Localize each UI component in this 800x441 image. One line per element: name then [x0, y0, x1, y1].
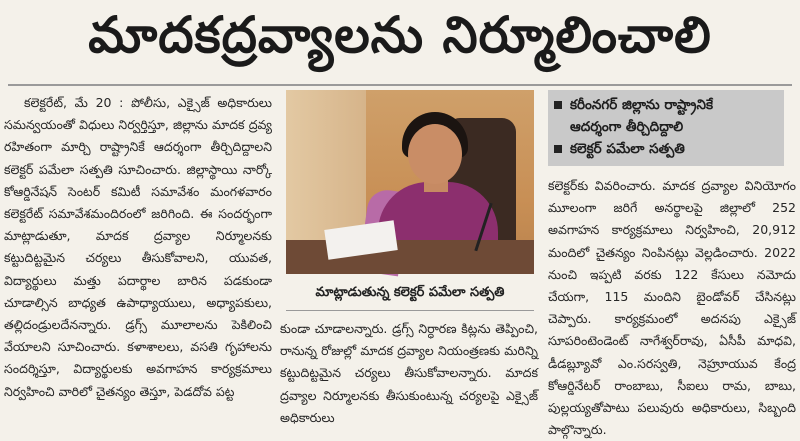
headline: మాదకద్రవ్యాలను నిర్మూలించాలి [88, 5, 712, 64]
collector-photo [286, 90, 534, 274]
article-column-2: కుండా చూడాలన్నారు. డ్రగ్స్ నిర్ధారణ కిట్లను తెప్పించి, రానున్న రోజుల్లో మాదక ద్రవ్యాల నియంత్రణకు మరిన్ని కట్టుదిట్టమైన చర్యలు తీసుకోవాలన్నారు. మాదక ద్రవ్యాల నిర్మూలనకు తీసుకుంటున్న చర్యలపై ఎక్సైజ్ అధికారులు [280, 321, 538, 425]
highlight-line-3 [554, 138, 778, 160]
highlight-text-1: కరీంనగర్ జిల్లాను రాష్ట్రానికే [570, 97, 713, 113]
highlight-line-2 [554, 116, 778, 138]
article-column-1: కలెక్టరేట్, మే 20 : పోలీసు, ఎక్సైజ్ అధికారులు సమన్వయంతో విధులు నిర్వర్తిస్తూ, జిల్లాను మాదక ద్రవ్య రహితంగా మార్చి రాష్ట్రానికే ఆదర్శంగా తీర్చిదిద్దాలని కలెక్టర్ పమేలా సత్పతి సూచించారు. జిల్లాస్థాయి నార్కో కోఆర్డినేషన్ సెంటర్ కమిటీ సమావేశం మంగళవారం కలెక్టరేట్ సమావేశమందిరంలో జరిగింది. ఈ సందర్భంగా మాట్లాడుతూ, మాదక ద్రవ్యాల నిర్మూలనకు కట్టుదిట్టమైన చర్యలు తీసుకోవాలని, యువత, విద్యార్థులు మత్తు పదార్థాల బారిన పడకుండా చూడాల్సిన బాధ్యత ఉపాధ్యాయులు, అధ్యాపకులు, తల్లిదండ్రులదేనన్నారు. డ్రగ్స్ మూలాలను పెకిలించి వేయాలని సూచించారు. కళాశాలలు, వసతి గృహాలను సందర్శిస్తూ, విద్యార్థులకు అవగాహన కార్యక్రమాలు నిర్వహించి వారిలో చైతన్యం తెస్తూ, పెడదోవ పట్ట [4, 95, 272, 399]
highlight-box [548, 90, 784, 166]
photo-desk [286, 240, 534, 274]
highlight-text-3: కలెక్టర్ పమేలా సత్పతి [570, 141, 685, 157]
article-column-3: కలెక్టర్‌కు వివరించారు. మాదక ద్రవ్యాల వినియోగం మూలంగా జరిగే అనర్థాలపై జిల్లాలో 252 అవగాహన కార్యక్రమాలు నిర్వహించి, 20,912 మందిలో చైతన్యం నింపినట్లు వెల్లడించారు. 2022 నుంచి ఇప్పటి వరకు 122 కేసులు నమోదు చేయగా, 115 మందిని బైండోవర్ చేసినట్లు చెప్పారు. కార్యక్రమంలో అదనపు ఎక్సైజ్ సూపరింటెండెంట్ నాగేశ్వర్‌రావు, ఏసీపీ మాధవి, డీడబ్ల్యూవో ఎం.సరస్వతి, నెహ్రూయువ కేంద్ర కోఆర్డినేటర్ రాంబాబు, సీఐలు రామ, బాబు, పుల్లయ్యతోపాటు పలువురు అధికారులు, సిబ్బంది పాల్గొన్నారు. [548, 178, 796, 438]
highlight-line-1 [554, 94, 778, 116]
headline-rule [8, 84, 792, 86]
bullet-icon [554, 101, 562, 109]
bullet-icon [554, 145, 562, 153]
photo-caption: మాట్లాడుతున్న కలెక్టర్ పమేలా సత్పతి [286, 278, 534, 311]
photo-person-face [408, 124, 462, 184]
highlight-text-2: ఆదర్శంగా తీర్చిదిద్దాలి [570, 119, 684, 135]
